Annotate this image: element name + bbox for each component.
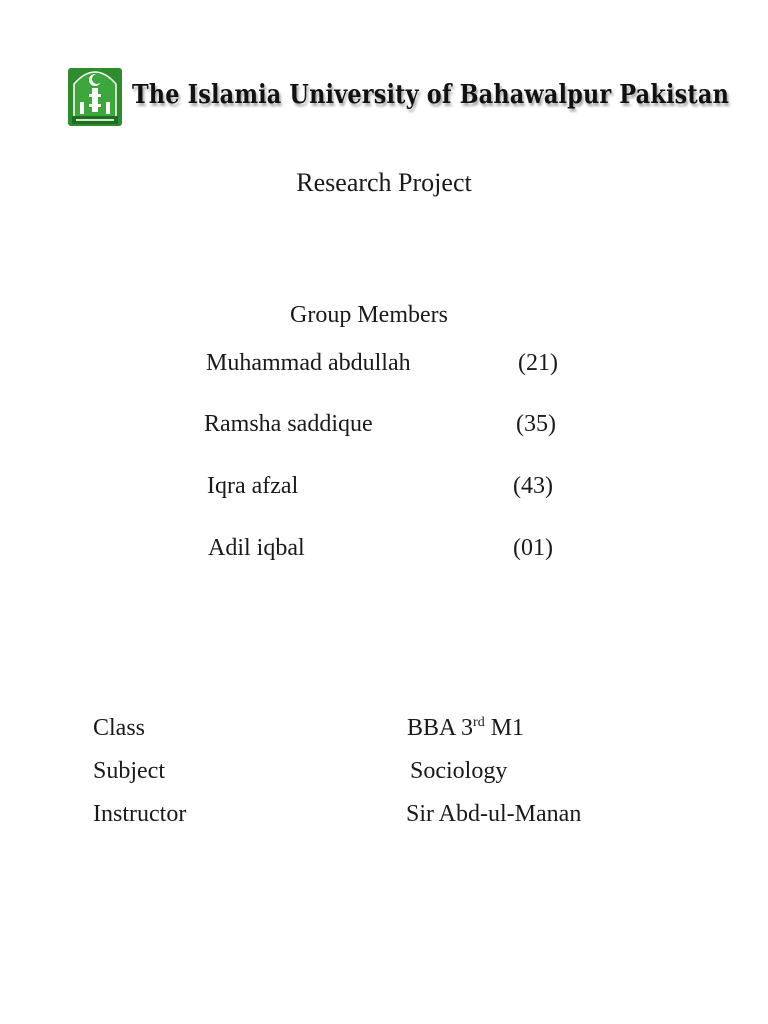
member-name: Muhammad abdullah: [206, 350, 411, 376]
document-title: Research Project: [296, 168, 472, 197]
class-label: Class: [93, 715, 146, 741]
instructor-label: Instructor: [93, 801, 187, 827]
class-value: [407, 715, 524, 742]
member-name: Ramsha saddique: [204, 411, 373, 437]
member-roll: (01): [513, 535, 553, 561]
subject-label: Subject: [93, 758, 165, 784]
university-name: The Islamia University of Bahawalpur Pakistan: [132, 80, 730, 110]
subject-value: Sociology: [410, 758, 508, 784]
member-roll: (21): [518, 350, 558, 376]
university-crest-icon: [66, 62, 126, 128]
member-name: Adil iqbal: [208, 535, 305, 561]
member-name: Iqra afzal: [207, 473, 299, 499]
member-roll: (35): [516, 411, 556, 437]
member-roll: (43): [513, 473, 553, 499]
class-value-tail: M1: [484, 715, 525, 741]
university-header: [66, 62, 746, 130]
group-members-heading: Group Members: [290, 302, 448, 328]
class-value-main: BBA 3: [407, 715, 474, 741]
class-value-superscript: rd: [473, 715, 485, 730]
instructor-value: Sir Abd-ul-Manan: [406, 801, 582, 827]
